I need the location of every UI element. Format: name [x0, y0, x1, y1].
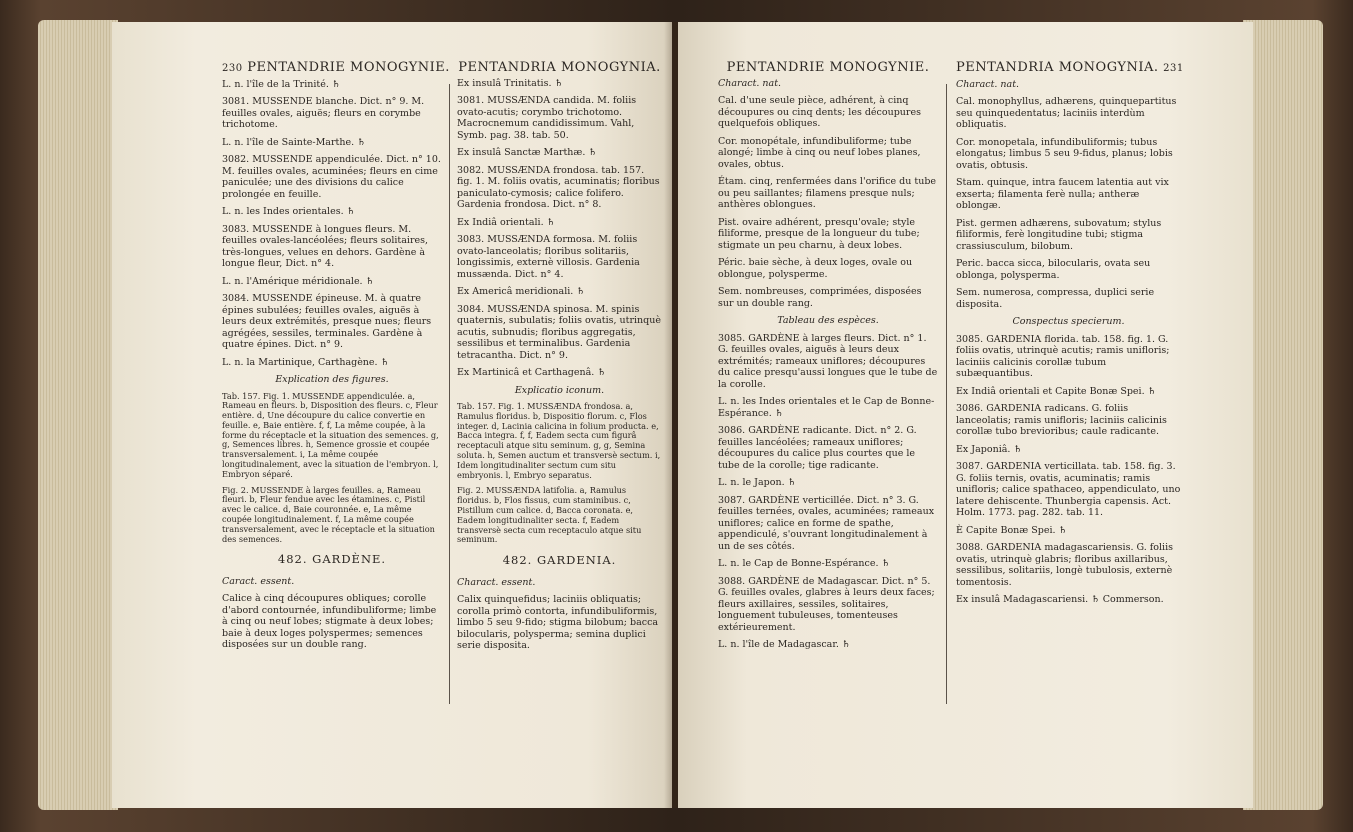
left-page-french-column	[222, 60, 450, 657]
paragraph: Péric. baie sèche, à deux loges, ovale ou oblongue, polysperme.	[718, 257, 913, 280]
paragraph: L. n. le Cap de Bonne-Espérance. ♄	[718, 558, 891, 569]
charact-text: Calice à cinq découpures obliques; corolle d'abord contournée, infundibuliforme; limbe à cinq ou neuf lobes; stigmate à deux lobes; baie à deux loges polyspermes; semences disposées sur un double rang.	[222, 593, 437, 651]
section-heading: Explicatio iconum.	[514, 384, 605, 396]
header-title: PENTANDRIA MONOGYNIA.	[458, 60, 661, 75]
paragraph: L. n. la Martinique, Carthagène. ♄	[222, 356, 390, 368]
paragraph: Peric. bacca sicca, bilocularis, ovata seu oblonga, polysperma.	[956, 258, 1151, 281]
right-page-latin-column	[956, 60, 1184, 612]
right-page	[678, 22, 1253, 808]
species-entry: 3085. GARDENIA florida. tab. 158. fig. 1. G. foliis ovatis, utrinquè acutis; ramis unifloris; laciniis calicinis corollæ tubum subæquantibus.	[956, 333, 1170, 379]
species-entry: 3081. MUSSENDE blanche. Dict. n° 9. M. feuilles ovales, aiguës; fleurs en corymbe trichotome.	[222, 96, 425, 130]
paragraph: L. n. l'Amérique méridionale. ♄	[222, 275, 375, 287]
paragraph: Stam. quinque, intra faucem latentia aut vix exserta; filamenta ferè nulla; antheræ oblongæ.	[956, 177, 1169, 211]
right-page-edges	[1243, 20, 1323, 810]
header-title: PENTANDRIE MONOGYNIE.	[247, 60, 450, 75]
species-entry: 3088. GARDÈNE de Madagascar. Dict. n° 5. G. feuilles ovales, glabres à leurs deux faces; fleurs axillaires, sessiles, solitaires, longuement tubuleuses, tomenteuses extérieurement.	[718, 575, 935, 633]
paragraph: Ex Martinicâ et Carthagenâ. ♄	[457, 367, 606, 378]
charact-label: Charact. essent.	[457, 576, 536, 588]
paragraph: Ex Japoniâ. ♄	[956, 443, 1022, 455]
paragraph: L. n. les Indes orientales. ♄	[222, 206, 356, 217]
figure-explanation: Tab. 157. Fig. 1. MUSSÆNDA frondosa. a, Ramulus floridus. b, Dispositio florum. c, Flos integer. d, Lacinia calicina in folium producta. e, Bacca integra. f, f, Eadem secta cum figurâ receptaculi atque situ seminum. g, g, Semina soluta. h, Semen auctum et transversè sectum. i, Idem longitudinaliter sectum cum situ embryonis. l, Embryo separatus.	[457, 401, 661, 480]
paragraph: Ex insulâ Sanctæ Marthæ. ♄	[457, 147, 597, 158]
left-page	[112, 22, 672, 808]
species-entry: 3084. MUSSÆNDA spinosa. M. spinis quaternis, subulatis; foliis ovatis, utrinquè acutis, subnudis; floribus aggregatis, sessilibus et terminalibus. Gardenia tetracantha. Dict. n° 9.	[457, 303, 661, 361]
species-entry: 3087. GARDENIA verticillata. tab. 158. fig. 3. G. foliis ternis, ovatis, acuminatis; ramis unifloris; calice spathaceo, appendiculato, uno latere dehiscente. Thunbergia capensis. Act. Holm. 1773. pag. 282. tab. 11.	[956, 461, 1181, 518]
column-rule	[946, 84, 947, 704]
header-title: PENTANDRIE MONOGYNIE.	[726, 60, 930, 75]
paragraph: Ex insulâ Madagascariensi. ♄ Commerson.	[956, 594, 1164, 605]
figure-explanation: Fig. 2. MUSSENDE à larges feuilles. a, Rameau fleuri. b, Fleur fendue avec les étamines. c, Pistil avec le calice. d, Baie couronnée. e, La même coupée longitudinalement. f, La même coupée transversalement, avec le réceptacle et la situation des semences.	[222, 484, 435, 544]
paragraph: Ex Americâ meridionali. ♄	[457, 286, 585, 297]
page-number: 231	[1163, 63, 1184, 74]
paragraph: Cal. d'une seule pièce, adhérent, à cinq découpures ou cinq dents; les découpures quelquefois obliques.	[718, 95, 921, 129]
species-entry: 3086. GARDENIA radicans. G. foliis lanceolatis; ramis unifloris; laciniis calicinis corollæ tubo brevioribus; caule radicante.	[956, 403, 1167, 437]
section-heading: Explication des figures.	[275, 374, 389, 385]
figure-explanation: Tab. 157. Fig. 1. MUSSENDE appendiculée. a, Rameau en fleurs. b, Disposition des fleurs. c, Fleur entière. d, Une découpure du calice convertie en feuille. e, Baie entière. f, f, La même coupée, à la forme du réceptacle et la situation des semences. g, g, Semences libres. h, Semence grossie et coupée transversalement. i, La même coupée longitudinalement, avec la situation de l'embryon. l, Embryon séparé.	[222, 390, 439, 479]
paragraph: Cor. monopétale, infundibuliforme; tube alongé; limbe à cinq ou neuf lobes planes, ovales, obtus.	[718, 135, 921, 170]
species-entry: 3082. MUSSENDE appendiculée. Dict. n° 10. M. feuilles ovales, acuminées; fleurs en cime paniculée; une des divisions du calice prolongée en feuille.	[222, 154, 441, 200]
charact-label: Charact. nat.	[956, 78, 1020, 90]
paragraph: Cor. monopetala, infundibuliformis; tubus elongatus; limbus 5 seu 9-fidus, planus; lobis ovatis, obtusis.	[956, 136, 1173, 171]
paragraph: È Capite Bonæ Spei. ♄	[956, 524, 1068, 536]
page-number: 230	[222, 63, 243, 74]
figure-explanation: Fig. 2. MUSSÆNDA latifolia. a, Ramulus floridus. b, Flos fissus, cum staminibus. c, Pistillum cum calice. d, Bacca coronata. e, Eadem longitudinaliter secta. f, Eadem transversè secta cum receptaculo atque situ seminum.	[457, 485, 642, 545]
species-entry: 3087. GARDÈNE verticillée. Dict. n° 3. G. feuilles ternées, ovales, acuminées; rameaux uniflores; calice en forme de spathe, appendiculé, s'ouvrant longitudinalement à un de ses côtés.	[718, 494, 935, 552]
paragraph: Pist. germen adhærens, subovatum; stylus filiformis, ferè longitudine tubi; stigma crassiusculum, bilobum.	[956, 217, 1162, 252]
paragraph: Ex insulâ Trinitatis. ♄	[457, 77, 564, 89]
species-entry: 3084. MUSSENDE épineuse. M. à quatre épines subulées; feuilles ovales, aiguës à leurs deux extrémités, presque nues; fleurs agrégées, sessiles, terminales. Gardène à quatre épines. Dict. n° 9.	[222, 293, 432, 350]
charact-text: Calix quinquefidus; laciniis obliquatis; corolla primò contorta, infundibuliformis, limbo 5 seu 9-fido; stigma bilobum; bacca bilocularis, polysperma; semina duplici serie disposita.	[457, 594, 659, 652]
charact-label: Charact. nat.	[718, 77, 782, 89]
species-entry: 3088. GARDENIA madagascariensis. G. foliis ovatis, utrinquè glabris; floribus axillaribus, sessilibus, solitariis, longè tubulosis, externè tomentosis.	[956, 542, 1174, 588]
species-entry: 3085. GARDÈNE à larges fleurs. Dict. n° 1. G. feuilles ovales, aiguës à leurs deux extrémités; rameaux uniflores; découpures du calice presqu'aussi longues que le tube de la corolle.	[718, 332, 938, 390]
species-entry: 3086. GARDÈNE radicante. Dict. n° 2. G. feuilles lancéolées; rameaux uniflores; découpures du calice plus courtes que le tube de la corolle; tige radicante.	[718, 425, 917, 471]
running-head	[956, 60, 1184, 75]
right-page-french-column	[718, 62, 938, 657]
paragraph: Cal. monophyllus, adhærens, quinquepartitus seu quinquedentatus; laciniis interdùm obliquatis.	[956, 96, 1177, 130]
paragraph: Sem. nombreuses, comprimées, disposées sur un double rang.	[718, 286, 922, 309]
paragraph: L. n. le Japon. ♄	[718, 477, 797, 488]
paragraph: Étam. cinq, renfermées dans l'orifice du tube ou peu saillantes; filamens presque nuls; anthères oblongues.	[718, 176, 937, 210]
paragraph: Pist. ovaire adhérent, presqu'ovale; style filiforme, presque de la longueur du tube; stigmate un peu charnu, à deux lobes.	[718, 216, 920, 251]
species-entry: 3083. MUSSENDE à longues fleurs. M. feuilles ovales-lancéolées; fleurs solitaires, très-longues, velues en dehors. Gardène à longue fleur, Dict. n° 4.	[222, 223, 429, 269]
genus-title: 482. GARDÈNE.	[277, 552, 387, 567]
paragraph: L. n. l'île de la Trinité. ♄	[222, 78, 341, 90]
column-rule	[449, 84, 450, 704]
section-heading: Conspectus specierum.	[1012, 316, 1125, 327]
paragraph: L. n. les Indes orientales et le Cap de Bonne-Espérance. ♄	[718, 396, 935, 419]
left-page-edges	[38, 20, 118, 810]
paragraph: Sem. numerosa, compressa, duplici serie disposita.	[956, 287, 1155, 310]
section-heading: Tableau des espèces.	[777, 315, 879, 326]
genus-title: 482. GARDENIA.	[502, 553, 617, 568]
paragraph: Ex Indiâ orientali. ♄	[457, 216, 556, 228]
header-title: PENTANDRIA MONOGYNIA.	[956, 60, 1159, 75]
left-page-latin-column	[457, 62, 662, 658]
species-entry: 3081. MUSSÆNDA candida. M. foliis ovato-acutis; corymbo trichotomo. Macrocnemum candidissimum. Vahl, Symb. pag. 38. tab. 50.	[457, 95, 637, 141]
paragraph: L. n. l'île de Madagascar. ♄	[718, 639, 851, 650]
species-entry: 3083. MUSSÆNDA formosa. M. foliis ovato-lanceolatis; floribus solitariis, longissimis, externè villosis. Gardenia mussænda. Dict. n° 4.	[457, 234, 640, 280]
paragraph: L. n. l'île de Sainte-Marthe. ♄	[222, 136, 366, 148]
species-entry: 3082. MUSSÆNDA frondosa. tab. 157. fig. 1. M. foliis ovatis, acuminatis; floribus paniculato-cymosis; calice folifero. Gardenia frondosa. Dict. n° 8.	[457, 164, 660, 210]
running-head	[222, 60, 450, 75]
paragraph: Ex Indiâ orientali et Capite Bonæ Spei. ♄	[956, 385, 1157, 397]
charact-label: Caract. essent.	[222, 575, 295, 587]
